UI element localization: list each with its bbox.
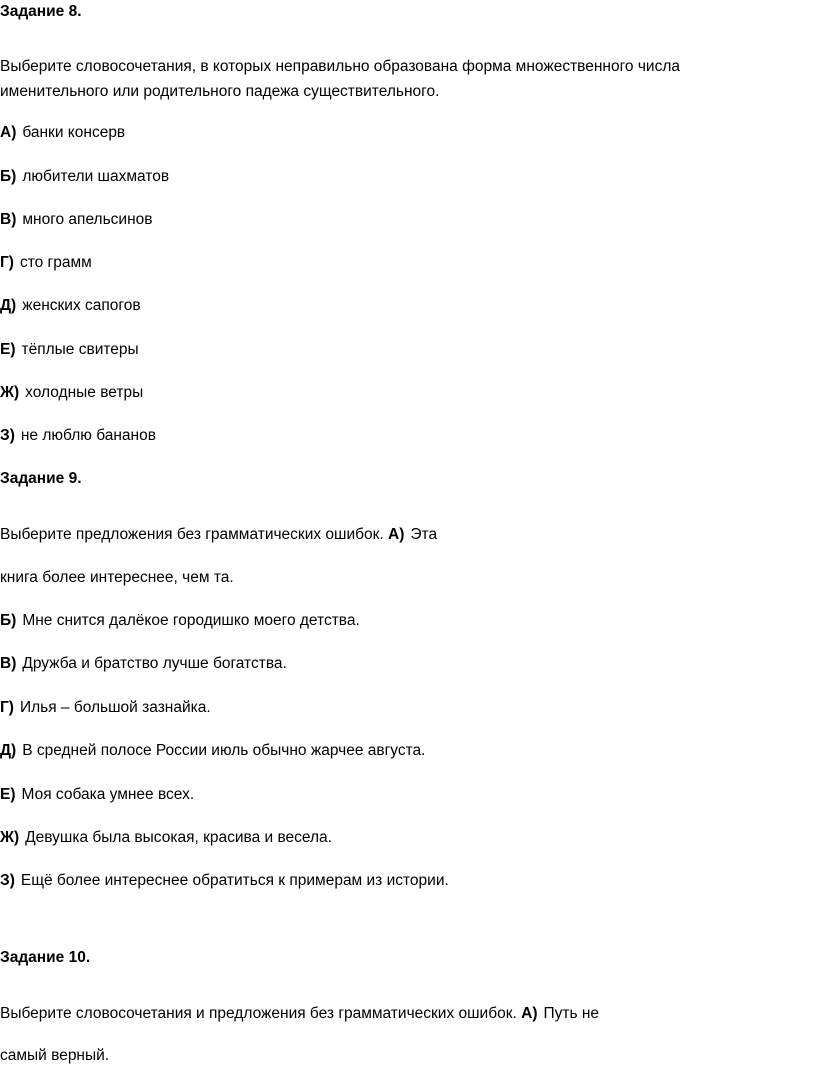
- task9-option-g: [0, 698, 211, 718]
- task10-prompt: [0, 1004, 599, 1024]
- option-text: женских сапогов: [22, 297, 141, 314]
- task9-option-a-continued: книга более интереснее, чем та.: [0, 569, 234, 586]
- option-label: Ж): [0, 829, 20, 846]
- option-label: В): [0, 211, 17, 228]
- option-label: Д): [0, 297, 17, 314]
- task9-heading: Задание 9.: [0, 470, 82, 487]
- task8-option-a: [0, 123, 125, 143]
- task9-prompt-text: Выберите предложения без грамматических ошибок.: [0, 526, 384, 543]
- option-text: тёплые свитеры: [21, 341, 139, 358]
- option-label: Ж): [0, 384, 20, 401]
- option-label: Г): [0, 699, 14, 716]
- option-text: сто грамм: [19, 254, 92, 271]
- task9-option-e: [0, 785, 194, 805]
- task8-prompt-line2: именительного или родительного падежа существительного.: [0, 83, 440, 100]
- option-label: Б): [0, 168, 17, 185]
- task9-option-b: [0, 611, 360, 631]
- option-label: З): [0, 427, 15, 444]
- option-label: В): [0, 655, 17, 672]
- option-text: В средней полосе России июль обычно жарчее августа.: [22, 742, 426, 759]
- option-label: Д): [0, 742, 17, 759]
- option-label: Б): [0, 612, 17, 629]
- task9-prompt: [0, 525, 437, 545]
- option-label: Е): [0, 341, 16, 358]
- task8-option-e: [0, 340, 139, 360]
- task10-prompt-text: Выберите словосочетания и предложения без грамматических ошибок.: [0, 1005, 517, 1022]
- option-text: много апельсинов: [22, 211, 153, 228]
- option-text: холодные ветры: [25, 384, 144, 401]
- option-text: Илья – большой зазнайка.: [19, 699, 211, 716]
- task8-option-d: [0, 296, 141, 316]
- option-text: Моя собака умнее всех.: [21, 786, 195, 803]
- task10-option-a-continued: самый верный.: [0, 1047, 110, 1064]
- task8-option-zh: [0, 383, 143, 403]
- task9-option-z: [0, 871, 449, 891]
- option-text: не люблю бананов: [20, 427, 156, 444]
- option-text: Девушка была высокая, красива и весела.: [25, 829, 332, 846]
- option-label: Е): [0, 786, 16, 803]
- option-label: А): [388, 526, 405, 543]
- option-text: банки консерв: [22, 124, 126, 141]
- option-text: Путь не: [543, 1005, 600, 1022]
- option-label: А): [0, 124, 17, 141]
- task8-option-v: [0, 210, 153, 230]
- task8-option-z: [0, 426, 156, 446]
- option-label: Г): [0, 254, 14, 271]
- option-label: А): [521, 1005, 538, 1022]
- option-text: Эта: [410, 526, 438, 543]
- task8-option-b: [0, 167, 169, 187]
- option-text: Дружба и братство лучше богатства.: [22, 655, 287, 672]
- option-text: Мне снится далёкое городишко моего детства.: [22, 612, 360, 629]
- option-label: З): [0, 872, 15, 889]
- task8-option-g: [0, 253, 92, 273]
- task8-prompt-line1: Выберите словосочетания, в которых неправильно образована форма множественного числа: [0, 58, 680, 75]
- task9-option-d: [0, 741, 425, 761]
- task10-heading: Задание 10.: [0, 949, 91, 966]
- option-text: Ещё более интереснее обратиться к примерам из истории.: [20, 872, 449, 889]
- task9-option-v: [0, 654, 287, 674]
- option-text: любители шахматов: [22, 168, 170, 185]
- task8-heading: Задание 8.: [0, 3, 82, 20]
- task9-option-zh: [0, 828, 332, 848]
